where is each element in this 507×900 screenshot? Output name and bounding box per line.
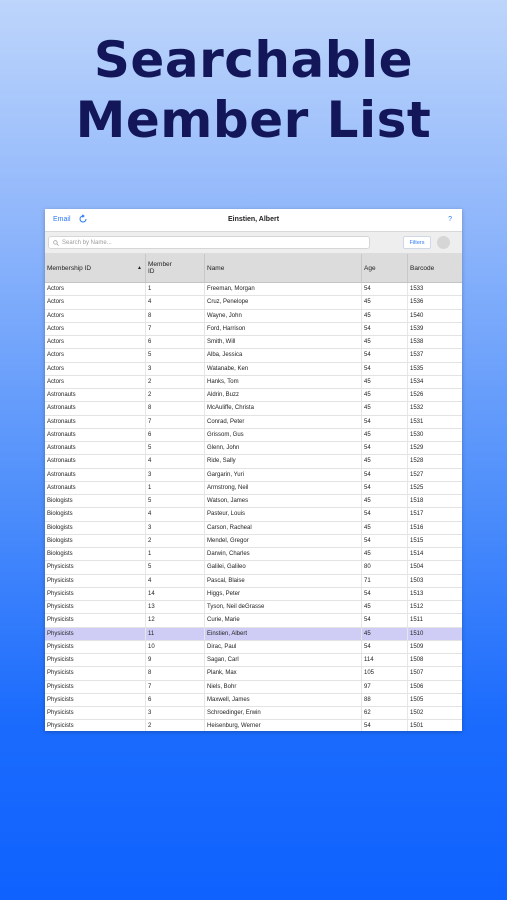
cell-member-id: 1 (146, 283, 205, 295)
cell-age: 80 (362, 561, 408, 573)
cell-age: 62 (362, 707, 408, 719)
cell-age: 45 (362, 522, 408, 534)
cell-member-id: 6 (146, 336, 205, 348)
cell-member-id: 5 (146, 561, 205, 573)
cell-name: Glenn, John (205, 442, 362, 454)
cell-age: 54 (362, 469, 408, 481)
cell-barcode: 1504 (410, 564, 424, 571)
cell-age: 54 (362, 323, 408, 335)
cell-age: 54 (362, 508, 408, 520)
cell-name: Grissom, Gus (205, 429, 362, 441)
cell-member-id: 14 (146, 588, 205, 600)
cell-membership-id: Actors (45, 376, 146, 388)
cell-barcode: 1509 (410, 643, 424, 650)
cell-membership-id: Astronauts (45, 416, 146, 428)
cell-age: 45 (362, 389, 408, 401)
cell-member-id: 1 (146, 482, 205, 494)
cell-name: Curie, Marie (205, 614, 362, 626)
cell-name: Gargarin, Yuri (205, 469, 362, 481)
cell-barcode: 1503 (410, 577, 424, 584)
cell-barcode: 1510 (410, 630, 424, 637)
app-screen (45, 209, 462, 731)
cell-member-id: 4 (146, 296, 205, 308)
cell-barcode: 1517 (410, 511, 424, 518)
cell-member-id: 5 (146, 495, 205, 507)
cell-barcode: 1512 (410, 604, 424, 611)
cell-member-id: 1 (146, 548, 205, 560)
cell-name: Pasteur, Louis (205, 508, 362, 520)
cell-member-id: 8 (146, 402, 205, 414)
cell-membership-id: Actors (45, 283, 146, 295)
cell-age: 105 (362, 667, 408, 679)
table-row[interactable] (45, 508, 462, 521)
cell-membership-id: Physicists (45, 720, 146, 731)
table-row[interactable] (45, 601, 462, 614)
cell-name: Einstien, Albert (205, 628, 362, 640)
search-input[interactable] (48, 236, 370, 249)
cell-membership-id: Astronauts (45, 482, 146, 494)
table-row[interactable] (45, 720, 462, 731)
cell-membership-id: Physicists (45, 575, 146, 587)
cell-barcode: 1532 (410, 405, 424, 412)
search-placeholder: Search by Name... (62, 239, 112, 246)
table-row[interactable] (45, 654, 462, 667)
table-row[interactable] (45, 522, 462, 535)
cell-membership-id: Actors (45, 310, 146, 322)
nav-bar (45, 209, 462, 232)
cell-member-id: 5 (146, 349, 205, 361)
cell-age: 45 (362, 336, 408, 348)
cell-name: Cruz, Penelope (205, 296, 362, 308)
cell-name: Hanks, Tom (205, 376, 362, 388)
cell-age: 54 (362, 482, 408, 494)
column-header-label: Member ID (148, 261, 172, 275)
cell-age: 54 (362, 614, 408, 626)
cell-name: Smith, Will (205, 336, 362, 348)
cell-age: 45 (362, 296, 408, 308)
cell-membership-id: Biologists (45, 548, 146, 560)
cell-barcode: 1540 (410, 312, 424, 319)
cell-membership-id: Actors (45, 349, 146, 361)
cell-member-id: 4 (146, 508, 205, 520)
column-header-age[interactable] (362, 254, 408, 282)
cell-name: Alba, Jessica (205, 349, 362, 361)
cell-name: Conrad, Peter (205, 416, 362, 428)
cell-name: Ride, Sally (205, 455, 362, 467)
table-row[interactable] (45, 482, 462, 495)
cell-name: Watson, James (205, 495, 362, 507)
cell-member-id: 4 (146, 575, 205, 587)
cell-name: Niels, Bohr (205, 681, 362, 693)
cell-member-id: 2 (146, 535, 205, 547)
cell-name: Pascal, Blaise (205, 575, 362, 587)
cell-barcode: 1537 (410, 352, 424, 359)
column-header-label: Barcode (410, 264, 435, 272)
cell-age: 45 (362, 455, 408, 467)
cell-barcode: 1528 (410, 458, 424, 465)
cell-name: Darwin, Charles (205, 548, 362, 560)
cell-barcode: 1516 (410, 524, 424, 531)
column-header-membership-id[interactable] (45, 254, 146, 282)
cell-age: 97 (362, 681, 408, 693)
cell-member-id: 4 (146, 455, 205, 467)
cell-age: 45 (362, 402, 408, 414)
cell-barcode: 1531 (410, 418, 424, 425)
cell-member-id: 11 (146, 628, 205, 640)
cell-barcode: 1525 (410, 484, 424, 491)
cell-name: Maxwell, James (205, 694, 362, 706)
cell-member-id: 7 (146, 416, 205, 428)
cell-membership-id: Physicists (45, 588, 146, 600)
table-row[interactable] (45, 296, 462, 309)
cell-name: Armstrong, Neil (205, 482, 362, 494)
cell-age: 54 (362, 442, 408, 454)
table-row[interactable] (45, 336, 462, 349)
cell-name: Carson, Racheal (205, 522, 362, 534)
cell-membership-id: Astronauts (45, 389, 146, 401)
cell-barcode: 1526 (410, 392, 424, 399)
cell-name: Higgs, Peter (205, 588, 362, 600)
cell-barcode: 1513 (410, 590, 424, 597)
cell-membership-id: Actors (45, 323, 146, 335)
cell-age: 45 (362, 429, 408, 441)
cell-member-id: 6 (146, 429, 205, 441)
table-body (45, 283, 462, 731)
cell-member-id: 8 (146, 310, 205, 322)
nav-title: Einstien, Albert (227, 216, 280, 223)
cell-age: 45 (362, 310, 408, 322)
headline-line-2: Member List (75, 91, 432, 149)
cell-membership-id: Biologists (45, 535, 146, 547)
cell-name: Ford, Harrison (205, 323, 362, 335)
cell-member-id: 7 (146, 323, 205, 335)
column-header-label: Name (207, 264, 225, 272)
cell-barcode: 1534 (410, 378, 424, 385)
cell-age: 45 (362, 548, 408, 560)
cell-membership-id: Actors (45, 363, 146, 375)
cell-member-id: 12 (146, 614, 205, 626)
cell-name: Tyson, Neil deGrasse (205, 601, 362, 613)
cell-barcode: 1508 (410, 657, 424, 664)
cell-barcode: 1514 (410, 551, 424, 558)
cell-barcode: 1527 (410, 471, 424, 478)
column-header-barcode[interactable] (408, 254, 462, 282)
table-row[interactable] (45, 495, 462, 508)
cell-barcode: 1529 (410, 445, 424, 452)
cell-age: 54 (362, 720, 408, 731)
cell-name: Aldrin, Buzz (205, 389, 362, 401)
cell-member-id: 2 (146, 389, 205, 401)
cell-barcode: 1530 (410, 431, 424, 438)
cell-barcode: 1511 (410, 617, 423, 624)
table-row[interactable] (45, 535, 462, 548)
table-row[interactable] (45, 681, 462, 694)
cell-barcode: 1501 (410, 723, 424, 730)
cell-membership-id: Physicists (45, 681, 146, 693)
cell-membership-id: Actors (45, 336, 146, 348)
cell-barcode: 1502 (410, 710, 424, 717)
cell-member-id: 10 (146, 641, 205, 653)
table-row[interactable] (45, 641, 462, 654)
table-row[interactable] (45, 323, 462, 336)
column-header-label: Membership ID (47, 264, 92, 272)
column-header-label: Age (364, 264, 376, 272)
cell-name: Mendel, Gregor (205, 535, 362, 547)
filter-toggle[interactable] (437, 236, 450, 249)
cell-member-id: 9 (146, 654, 205, 666)
cell-barcode: 1536 (410, 299, 424, 306)
cell-age: 54 (362, 641, 408, 653)
table-row[interactable] (45, 389, 462, 402)
cell-name: Wayne, John (205, 310, 362, 322)
table-row[interactable] (45, 363, 462, 376)
sort-ascending-icon: ▲ (137, 265, 142, 271)
cell-member-id: 7 (146, 681, 205, 693)
cell-membership-id: Physicists (45, 694, 146, 706)
cell-membership-id: Astronauts (45, 469, 146, 481)
cell-member-id: 2 (146, 720, 205, 731)
table-row[interactable] (45, 429, 462, 442)
cell-age: 45 (362, 376, 408, 388)
cell-barcode: 1539 (410, 325, 424, 332)
cell-membership-id: Physicists (45, 628, 146, 640)
table-row[interactable] (45, 694, 462, 707)
cell-barcode: 1518 (410, 498, 424, 505)
cell-membership-id: Physicists (45, 654, 146, 666)
filters-button[interactable]: Filters (403, 236, 431, 249)
cell-member-id: 3 (146, 363, 205, 375)
cell-age: 54 (362, 349, 408, 361)
cell-member-id: 8 (146, 667, 205, 679)
table-row-selected[interactable] (45, 628, 462, 641)
table-row[interactable] (45, 667, 462, 680)
cell-name: Schroedinger, Erwin (205, 707, 362, 719)
table-row[interactable] (45, 349, 462, 362)
cell-membership-id: Biologists (45, 508, 146, 520)
table-row[interactable] (45, 283, 462, 296)
cell-barcode: 1506 (410, 683, 424, 690)
cell-barcode: 1538 (410, 339, 424, 346)
table-row[interactable] (45, 548, 462, 561)
table-row[interactable] (45, 561, 462, 574)
cell-membership-id: Astronauts (45, 429, 146, 441)
cell-membership-id: Actors (45, 296, 146, 308)
cell-name: Sagan, Carl (205, 654, 362, 666)
cell-membership-id: Physicists (45, 614, 146, 626)
table-row[interactable] (45, 416, 462, 429)
cell-age: 54 (362, 535, 408, 547)
table-row[interactable] (45, 575, 462, 588)
column-header-member-id[interactable] (146, 254, 205, 282)
search-icon (53, 240, 59, 246)
cell-age: 45 (362, 628, 408, 640)
table-header (45, 254, 462, 283)
cell-name: Watanabe, Ken (205, 363, 362, 375)
cell-name: Freeman, Morgan (205, 283, 362, 295)
cell-member-id: 13 (146, 601, 205, 613)
cell-membership-id: Biologists (45, 495, 146, 507)
cell-membership-id: Physicists (45, 561, 146, 573)
cell-name: McAuliffe, Christa (205, 402, 362, 414)
cell-age: 54 (362, 588, 408, 600)
help-button[interactable]: ? (448, 216, 452, 223)
table-row[interactable] (45, 442, 462, 455)
cell-barcode: 1505 (410, 696, 424, 703)
table-row[interactable] (45, 707, 462, 720)
table-row[interactable] (45, 310, 462, 323)
table-row[interactable] (45, 614, 462, 627)
table-row[interactable] (45, 455, 462, 468)
cell-age: 71 (362, 575, 408, 587)
cell-barcode: 1515 (410, 537, 424, 544)
cell-age: 45 (362, 601, 408, 613)
cell-barcode: 1535 (410, 365, 424, 372)
cell-age: 54 (362, 416, 408, 428)
cell-membership-id: Astronauts (45, 455, 146, 467)
cell-membership-id: Physicists (45, 601, 146, 613)
cell-member-id: 3 (146, 469, 205, 481)
cell-member-id: 3 (146, 707, 205, 719)
cell-membership-id: Astronauts (45, 442, 146, 454)
cell-membership-id: Physicists (45, 667, 146, 679)
cell-member-id: 3 (146, 522, 205, 534)
cell-age: 88 (362, 694, 408, 706)
cell-name: Plank, Max (205, 667, 362, 679)
table-row[interactable] (45, 588, 462, 601)
table-row[interactable] (45, 402, 462, 415)
column-header-name[interactable] (205, 254, 362, 282)
cell-age: 114 (362, 654, 408, 666)
cell-member-id: 6 (146, 694, 205, 706)
cell-name: Galilei, Galileo (205, 561, 362, 573)
table-row[interactable] (45, 469, 462, 482)
email-button[interactable]: Email (53, 216, 71, 223)
cell-barcode: 1533 (410, 286, 424, 293)
cell-member-id: 2 (146, 376, 205, 388)
cell-barcode: 1507 (410, 670, 424, 677)
cell-membership-id: Physicists (45, 707, 146, 719)
search-bar (45, 232, 462, 254)
cell-membership-id: Astronauts (45, 402, 146, 414)
cell-membership-id: Biologists (45, 522, 146, 534)
cell-age: 54 (362, 283, 408, 295)
cell-name: Heisenburg, Werner (205, 720, 362, 731)
cell-membership-id: Physicists (45, 641, 146, 653)
cell-age: 45 (362, 495, 408, 507)
cell-age: 54 (362, 363, 408, 375)
headline-line-1: Searchable (93, 31, 414, 89)
cell-name: Dirac, Paul (205, 641, 362, 653)
table-row[interactable] (45, 376, 462, 389)
headline (0, 30, 507, 150)
cell-member-id: 5 (146, 442, 205, 454)
